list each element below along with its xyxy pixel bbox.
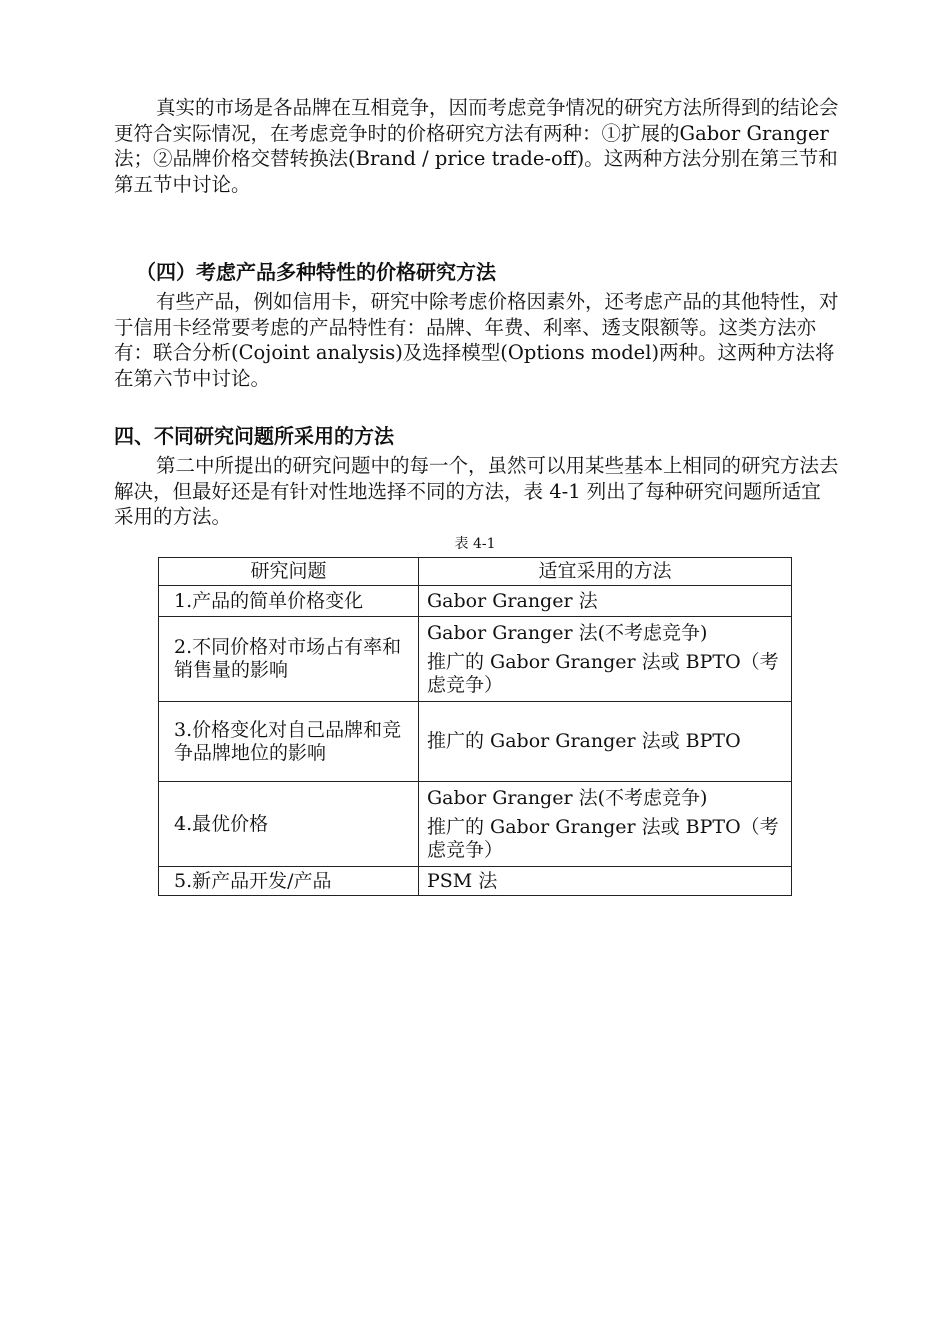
row-method: 推广的 Gabor Granger 法或 BPTO (427, 730, 741, 752)
row-problem: 1.产品的简单价格变化 (174, 589, 364, 612)
section4-paragraph: 有些产品，例如信用卡，研究中除考虑价格因素外，还考虑产品的其他特性，对于信用卡经常要考虑的产品特性有：品牌、年费、利率、透支限额等。这类方法亦有：联合分析(Cojoint analysis)及选择模型(Options model)两种。这两种方法将在第六节中讨论。 (114, 290, 839, 390)
row-problem: 2.不同价格对市场占有率和销售量的影响 (174, 636, 402, 681)
table-row (159, 867, 792, 896)
table-header-method: 适宜采用的方法 (419, 558, 792, 586)
row-method: Gabor Granger 法 (427, 589, 598, 612)
section-heading-4: （四）考虑产品多种特性的价格研究方法 (136, 260, 496, 284)
table-row (159, 617, 792, 702)
row-method: PSM 法 (427, 869, 498, 892)
table-caption: 表 4-1 (454, 536, 496, 552)
row-problem: 3.价格变化对自己品牌和竞争品牌地位的影响 (174, 718, 402, 764)
chapter-heading-4: 四、不同研究问题所采用的方法 (114, 424, 394, 448)
row-method: 推广的 Gabor Granger 法或 BPTO（考虑竞争） (427, 650, 779, 696)
table-row (159, 702, 792, 782)
table-row (159, 782, 792, 867)
row-method: 推广的 Gabor Granger 法或 BPTO（考虑竞争） (427, 815, 779, 861)
row-method: Gabor Granger 法(不考虑竞争) (427, 621, 708, 644)
table-header-problem: 研究问题 (159, 558, 419, 586)
chapter4-paragraph: 第二中所提出的研究问题中的每一个，虽然可以用某些基本上相同的研究方法去解决，但最好还是有针对性地选择不同的方法，表 4-1 列出了每种研究问题所适宜采用的方法。 (114, 454, 839, 528)
intro-paragraph: 真实的市场是各品牌在互相竞争，因而考虑竞争情况的研究方法所得到的结论会更符合实际情况，在考虑竞争时的价格研究方法有两种：①扩展的Gabor Granger法；②品牌价格交替转换法(Brand / price trade-off)。这两种方法分别在第三节和第五节中讨论。 (114, 96, 839, 196)
row-problem: 5.新产品开发/产品 (174, 869, 332, 892)
methods-table (158, 557, 792, 896)
table-row (159, 586, 792, 617)
row-problem: 4.最优价格 (174, 812, 269, 835)
row-method: Gabor Granger 法(不考虑竞争) (427, 786, 708, 809)
table-header-row (159, 558, 792, 586)
